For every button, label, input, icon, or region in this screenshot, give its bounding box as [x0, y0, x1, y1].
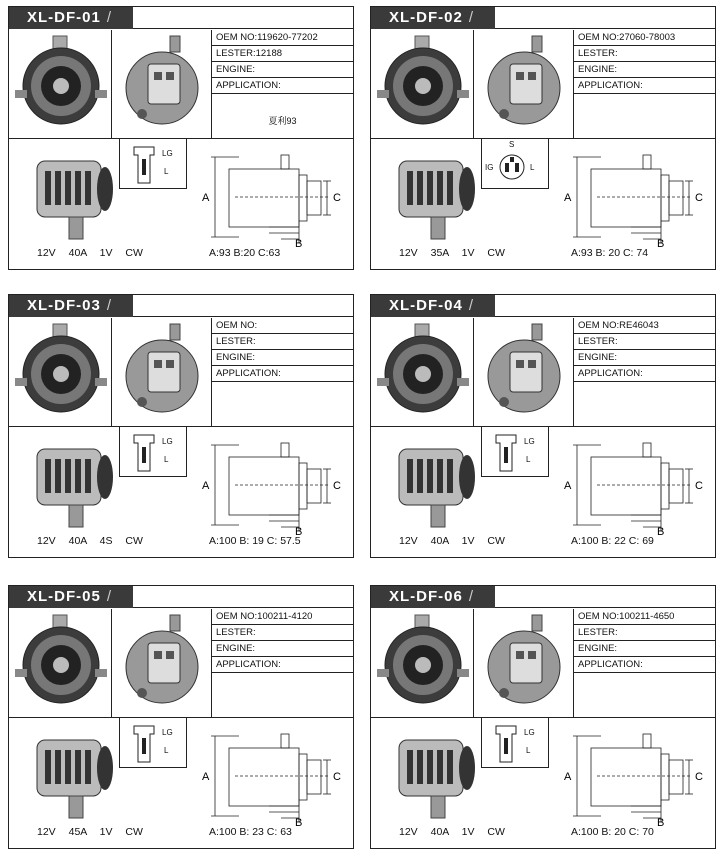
dimension-diagram — [561, 435, 711, 535]
connector-diagram — [119, 139, 187, 189]
connector-terminal-l: L — [164, 746, 169, 755]
card-header: XL-DF-05 / — [9, 586, 353, 608]
model-number: XL-DF-01 — [27, 9, 101, 26]
card-header: XL-DF-02 / — [371, 7, 715, 29]
product-card-6 — [370, 585, 716, 849]
dimension-b-label: B — [657, 817, 665, 826]
engine-row: ENGINE: — [212, 641, 353, 657]
dimension-c-label: C — [695, 480, 703, 492]
alternator-front-photo — [371, 30, 474, 138]
alternator-rear-photo — [112, 30, 212, 138]
application-row: APPLICATION: — [574, 78, 715, 94]
oem-value: 100211-4650 — [619, 611, 675, 622]
oem-row: OEM NO:100211-4650 — [574, 609, 715, 625]
dimension-a-label: A — [202, 480, 210, 492]
dimension-b-label: B — [295, 526, 303, 535]
electrical-spec: 12V 40A 1V CW — [399, 535, 505, 547]
dimension-a-label: A — [564, 480, 572, 492]
oem-row: OEM NO:119620-77202 — [212, 30, 353, 46]
connector-terminal-ig: IG — [485, 163, 494, 172]
product-card-2 — [370, 6, 716, 270]
lester-row: LESTER: — [574, 334, 715, 350]
dimension-a-label: A — [202, 771, 210, 783]
engine-row: ENGINE: — [574, 62, 715, 78]
dimension-diagram — [199, 435, 349, 535]
engine-row: ENGINE: — [212, 350, 353, 366]
dimension-a-label: A — [202, 192, 210, 204]
electrical-spec: 12V 40A 4S CW — [37, 535, 143, 547]
dimension-diagram — [199, 147, 349, 247]
lester-row: LESTER:12188 — [212, 46, 353, 62]
dimension-values: A:100 B: 20 C: 70 — [571, 826, 654, 838]
oem-value: RE46043 — [619, 320, 659, 331]
application-row: APPLICATION: — [574, 657, 715, 673]
oem-value: 119620-77202 — [257, 32, 318, 43]
card-header: XL-DF-01 / — [9, 7, 353, 29]
card-header: XL-DF-03 / — [9, 295, 353, 317]
application-row: APPLICATION: — [212, 657, 353, 673]
alternator-front-photo — [9, 609, 112, 717]
connector-terminal-l: L — [526, 455, 531, 464]
dimension-b-label: B — [657, 526, 665, 535]
oem-value: 100211-4120 — [257, 611, 313, 622]
electrical-spec: 12V 35A 1V CW — [399, 247, 505, 259]
connector-terminal-s: S — [509, 140, 515, 149]
electrical-spec: 12V 45A 1V CW — [37, 826, 143, 838]
dimension-values: A:100 B: 19 C: 57.5 — [209, 535, 301, 547]
lester-row: LESTER: — [574, 46, 715, 62]
connector-terminal-lg: LG — [162, 728, 173, 737]
specifications-table — [212, 30, 353, 138]
alternator-rear-photo — [474, 318, 574, 426]
product-card-1 — [8, 6, 354, 270]
engine-row: ENGINE: — [574, 641, 715, 657]
application-row: APPLICATION: — [574, 366, 715, 382]
alternator-side-photo — [19, 433, 129, 529]
oem-row: OEM NO:RE46043 — [574, 318, 715, 334]
connector-diagram — [481, 718, 549, 768]
alternator-front-photo — [371, 609, 474, 717]
connector-diagram — [481, 139, 549, 189]
engine-row: ENGINE: — [574, 350, 715, 366]
product-card-4 — [370, 294, 716, 558]
model-number: XL-DF-03 — [27, 297, 101, 314]
connector-diagram — [481, 427, 549, 477]
dimension-values: A:100 B: 23 C: 63 — [209, 826, 292, 838]
oem-row: OEM NO:100211-4120 — [212, 609, 353, 625]
lester-row: LESTER: — [212, 334, 353, 350]
alternator-side-photo — [381, 724, 491, 820]
dimension-b-label: B — [295, 817, 303, 826]
engine-row: ENGINE: — [212, 62, 353, 78]
dimension-a-label: A — [564, 771, 572, 783]
connector-terminal-l: L — [526, 746, 531, 755]
oem-row: OEM NO:27060-78003 — [574, 30, 715, 46]
application-row: APPLICATION: — [212, 78, 353, 94]
application-note: 夏利93 — [268, 116, 297, 126]
alternator-rear-photo — [112, 318, 212, 426]
alternator-rear-photo — [474, 609, 574, 717]
connector-terminal-lg: LG — [524, 728, 535, 737]
dimension-values: A:100 B: 22 C: 69 — [571, 535, 654, 547]
specifications-table — [574, 30, 715, 138]
dimension-c-label: C — [695, 771, 703, 783]
alternator-rear-photo — [112, 609, 212, 717]
specifications-table — [574, 609, 715, 717]
dimension-b-label: B — [657, 238, 665, 247]
alternator-side-photo — [381, 433, 491, 529]
product-card-3 — [8, 294, 354, 558]
dimension-diagram — [561, 726, 711, 826]
connector-diagram — [119, 718, 187, 768]
model-number: XL-DF-04 — [389, 297, 463, 314]
card-header: XL-DF-06 / — [371, 586, 715, 608]
dimension-diagram — [561, 147, 711, 247]
alternator-side-photo — [19, 724, 129, 820]
dimension-a-label: A — [564, 192, 572, 204]
connector-terminal-lg: LG — [524, 437, 535, 446]
application-row: APPLICATION: — [212, 366, 353, 382]
electrical-spec: 12V 40A 1V CW — [37, 247, 143, 259]
dimension-c-label: C — [333, 771, 341, 783]
dimension-values: A:93 B:20 C:63 — [209, 247, 281, 259]
connector-terminal-lg: LG — [162, 437, 173, 446]
lester-value: 12188 — [255, 48, 283, 59]
dimension-b-label: B — [295, 238, 303, 247]
connector-terminal-l: L — [164, 455, 169, 464]
dimension-c-label: C — [333, 192, 341, 204]
dimension-values: A:93 B: 20 C: 74 — [571, 247, 649, 259]
model-number: XL-DF-06 — [389, 588, 463, 605]
card-header: XL-DF-04 / — [371, 295, 715, 317]
connector-terminal-lg: LG — [162, 149, 173, 158]
specifications-table — [212, 318, 353, 426]
specifications-table — [574, 318, 715, 426]
product-card-5 — [8, 585, 354, 849]
model-number: XL-DF-05 — [27, 588, 101, 605]
connector-diagram — [119, 427, 187, 477]
dimension-c-label: C — [333, 480, 341, 492]
electrical-spec: 12V 40A 1V CW — [399, 826, 505, 838]
alternator-side-photo — [381, 145, 494, 241]
lester-row: LESTER: — [574, 625, 715, 641]
alternator-rear-photo — [474, 30, 574, 138]
dimension-diagram — [199, 726, 349, 826]
oem-row: OEM NO: — [212, 318, 353, 334]
alternator-front-photo — [9, 30, 112, 138]
oem-value: 27060-78003 — [619, 32, 676, 43]
connector-terminal-l: L — [164, 167, 169, 176]
alternator-front-photo — [9, 318, 112, 426]
alternator-side-photo — [19, 145, 129, 241]
specifications-table — [212, 609, 353, 717]
model-number: XL-DF-02 — [389, 9, 463, 26]
connector-terminal-l: L — [530, 163, 535, 172]
lester-row: LESTER: — [212, 625, 353, 641]
dimension-c-label: C — [695, 192, 703, 204]
alternator-front-photo — [371, 318, 474, 426]
